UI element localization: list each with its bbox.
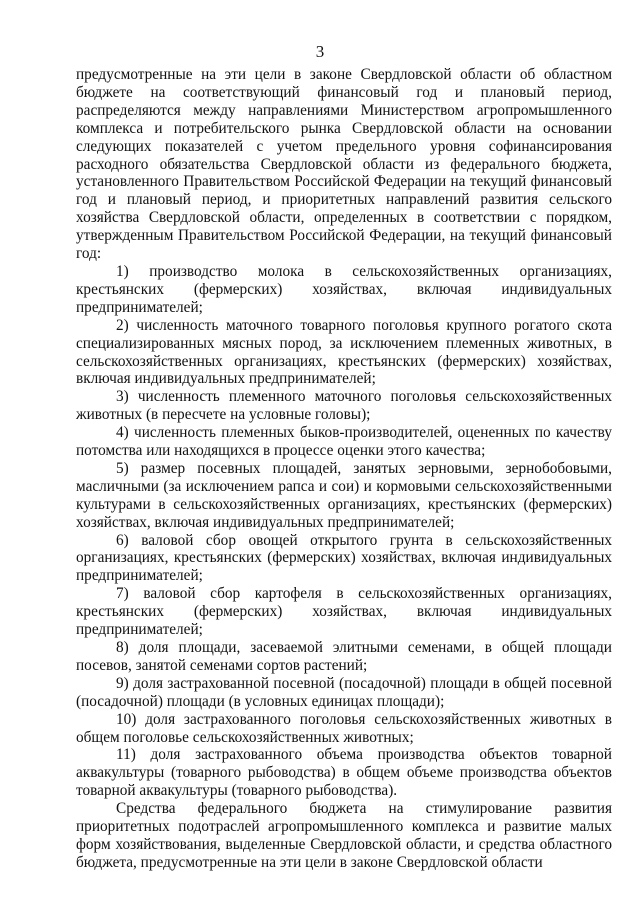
list-item-1: 1) производство молока в сельскохозяйственных организациях, крестьянских (фермерских) хозяйствах, включая индивидуальных предпринимателей; xyxy=(76,262,612,316)
list-item-4: 4) численность племенных быков-производителей, оцененных по качеству потомства или находящихся в процессе оценки этого качества; xyxy=(76,424,612,460)
list-item-3: 3) численность племенного маточного поголовья сельскохозяйственных животных (в пересчете на условные головы); xyxy=(76,388,612,424)
list-item-2: 2) численность маточного товарного поголовья крупного рогатого скота специализированных мясных пород, за исключением племенных животных, в сельскохозяйственных организациях, крестьянских (фермерских) хозяйствах, включая индивидуальных предпринимателей; xyxy=(76,316,612,388)
list-item-5: 5) размер посевных площадей, занятых зерновыми, зернобобовыми, масличными (за исключением рапса и сои) и кормовыми сельскохозяйственными культурами в сельскохозяйственных организациях, крестьянских (фермерских) хозяйствах, включая индивидуальных предпринимателей; xyxy=(76,459,612,531)
list-item-6: 6) валовой сбор овощей открытого грунта в сельскохозяйственных организациях, крестьянских (фермерских) хозяйствах, включая индивидуальных предпринимателей; xyxy=(76,531,612,585)
list-item-11: 11) доля застрахованного объема производства объектов товарной аквакультуры (товарного рыбоводства) в общем объеме производства объектов товарной аквакультуры (товарного рыбоводства). xyxy=(76,746,612,800)
list-item-7: 7) валовой сбор картофеля в сельскохозяйственных организациях, крестьянских (фермерских) хозяйствах, включая индивидуальных предпринимателей; xyxy=(76,585,612,639)
list-item-10: 10) доля застрахованного поголовья сельскохозяйственных животных в общем поголовье сельскохозяйственных животных; xyxy=(76,710,612,746)
list-item-9: 9) доля застрахованной посевной (посадочной) площади в общей посевной (посадочной) площади (в условных единицах площади); xyxy=(76,674,612,710)
paragraph-funds: Средства федерального бюджета на стимулирование развития приоритетных подотраслей агропромышленного комплекса и развитие малых форм хозяйствования, выделенные Свердловской области, и средства областного бюджета, предусмотренные на эти цели в законе Свердловской области xyxy=(76,800,612,871)
paragraph-continuation: предусмотренные на эти цели в законе Свердловской области об областном бюджете на соответствующий финансовый год и плановый период, распределяются между направлениями Министерством агропромышленного комплекса и потребительского рынка Свердловской области на основании следующих показателей с учетом предельного уровня софинансирования расходного обязательства Свердловской области из федерального бюджета, установленного Правительством Российской Федерации на текущий финансовый год и плановый период, и приоритетных направлений развития сельского хозяйства Свердловской области, определенных в соответствии с порядком, утвержденным Правительством Российской Федерации, на текущий финансовый год: xyxy=(76,66,612,263)
list-item-8: 8) доля площади, засеваемой элитными семенами, в общей площади посевов, занятой семенами сортов растений; xyxy=(76,639,612,674)
page-number: 3 xyxy=(315,42,325,61)
document-body xyxy=(76,66,612,872)
